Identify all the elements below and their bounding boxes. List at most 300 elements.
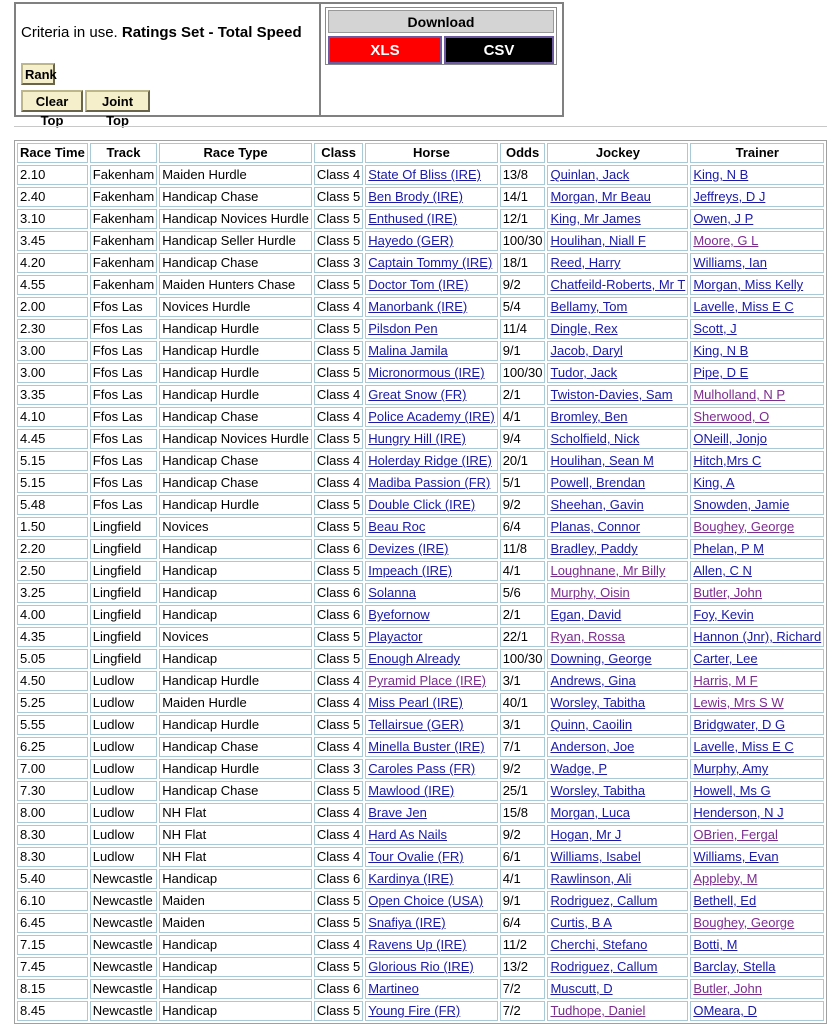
trainer-link[interactable]: ONeill, Jonjo xyxy=(693,431,768,446)
jockey-link[interactable]: Tudor, Jack xyxy=(550,365,618,380)
trainer-link[interactable]: King, N B xyxy=(693,343,749,358)
jockey-link[interactable]: Downing, George xyxy=(550,651,652,666)
race-type-cell: NH Flat xyxy=(159,847,312,867)
trainer-link[interactable]: Williams, Ian xyxy=(693,255,768,270)
horse-link[interactable]: Doctor Tom (IRE) xyxy=(368,277,469,292)
jockey-cell xyxy=(547,473,688,493)
trainer-link[interactable]: Butler, John xyxy=(693,981,762,996)
odds-cell: 100/30 xyxy=(500,649,546,669)
trainer-cell xyxy=(690,847,824,867)
track-cell: Newcastle xyxy=(90,979,157,999)
track-cell: Newcastle xyxy=(90,891,157,911)
jockey-link[interactable]: Williams, Isabel xyxy=(550,849,641,864)
race-time-cell: 3.00 xyxy=(17,363,88,383)
horse-link[interactable]: Tellairsue (GER) xyxy=(368,717,464,732)
track-cell: Ffos Las xyxy=(90,385,157,405)
jockey-link[interactable]: Muscutt, D xyxy=(550,981,613,996)
table-row xyxy=(17,605,824,625)
jockey-link[interactable]: Cherchi, Stefano xyxy=(550,937,648,952)
class-cell: Class 4 xyxy=(314,451,363,471)
trainer-link[interactable]: OMeara, D xyxy=(693,1003,757,1018)
trainer-link[interactable]: Williams, Evan xyxy=(693,849,779,864)
horse-cell xyxy=(365,781,497,801)
horse-link[interactable]: Police Academy (IRE) xyxy=(368,409,495,424)
jockey-cell xyxy=(547,649,688,669)
trainer-link[interactable]: Murphy, Amy xyxy=(693,761,769,776)
race-time-cell: 2.50 xyxy=(17,561,88,581)
jockey-link[interactable]: Curtis, B A xyxy=(550,915,612,930)
jockey-link[interactable]: Scholfield, Nick xyxy=(550,431,640,446)
race-type-cell: Handicap Chase xyxy=(159,407,312,427)
trainer-link[interactable]: Bethell, Ed xyxy=(693,893,757,908)
trainer-link[interactable]: Lavelle, Miss E C xyxy=(693,299,794,314)
jockey-link[interactable]: Morgan, Luca xyxy=(550,805,630,820)
table-row xyxy=(17,473,824,493)
xls-download-button[interactable]: XLS xyxy=(328,36,442,64)
horse-cell xyxy=(365,891,497,911)
jockey-link[interactable]: Reed, Harry xyxy=(550,255,621,270)
track-cell: Ffos Las xyxy=(90,407,157,427)
table-row xyxy=(17,583,824,603)
horse-cell xyxy=(365,495,497,515)
table-row xyxy=(17,957,824,977)
trainer-cell xyxy=(690,935,824,955)
track-cell: Fakenham xyxy=(90,165,157,185)
table-row xyxy=(17,847,824,867)
horse-link[interactable]: Solanna xyxy=(368,585,416,600)
trainer-link[interactable]: Snowden, Jamie xyxy=(693,497,790,512)
race-type-cell: Maiden Hurdle xyxy=(159,693,312,713)
track-cell: Lingfield xyxy=(90,539,157,559)
jockey-cell xyxy=(547,407,688,427)
jockey-link[interactable]: Murphy, Oisin xyxy=(550,585,630,600)
trainer-cell xyxy=(690,495,824,515)
horse-link[interactable]: Holerday Ridge (IRE) xyxy=(368,453,492,468)
horse-link[interactable]: Micronormous (IRE) xyxy=(368,365,485,380)
track-cell: Ludlow xyxy=(90,825,157,845)
trainer-link[interactable]: Sherwood, O xyxy=(693,409,770,424)
trainer-cell xyxy=(690,979,824,999)
odds-cell: 5/6 xyxy=(500,583,546,603)
race-time-cell: 3.00 xyxy=(17,341,88,361)
table-row xyxy=(17,297,824,317)
horse-link[interactable]: Playactor xyxy=(368,629,423,644)
trainer-link[interactable]: Phelan, P M xyxy=(693,541,764,556)
horse-link[interactable]: Kardinya (IRE) xyxy=(368,871,454,886)
horse-link[interactable]: Minella Buster (IRE) xyxy=(368,739,485,754)
odds-cell: 9/1 xyxy=(500,891,546,911)
class-cell: Class 4 xyxy=(314,693,363,713)
horse-link[interactable]: Hungry Hill (IRE) xyxy=(368,431,466,446)
race-type-cell: Maiden Hurdle xyxy=(159,165,312,185)
table-row xyxy=(17,979,824,999)
horse-link[interactable]: Glorious Rio (IRE) xyxy=(368,959,474,974)
race-type-cell: Handicap Hurdle xyxy=(159,385,312,405)
horse-cell xyxy=(365,231,497,251)
horse-link[interactable]: Brave Jen xyxy=(368,805,427,820)
trainer-cell xyxy=(690,539,824,559)
horse-link[interactable]: Pyramid Place (IRE) xyxy=(368,673,487,688)
odds-cell: 12/1 xyxy=(500,209,546,229)
table-row xyxy=(17,429,824,449)
track-cell: Lingfield xyxy=(90,561,157,581)
trainer-cell xyxy=(690,649,824,669)
horse-link[interactable]: State Of Bliss (IRE) xyxy=(368,167,481,182)
trainer-link[interactable]: Boughey, George xyxy=(693,915,795,930)
trainer-cell xyxy=(690,957,824,977)
race-time-cell: 8.30 xyxy=(17,825,88,845)
odds-cell: 4/1 xyxy=(500,561,546,581)
jockey-link[interactable]: Chatfeild-Roberts, Mr T xyxy=(550,277,686,292)
jockey-cell xyxy=(547,165,688,185)
class-cell: Class 5 xyxy=(314,209,363,229)
horse-link[interactable]: Double Click (IRE) xyxy=(368,497,476,512)
race-time-cell: 4.20 xyxy=(17,253,88,273)
race-table xyxy=(14,140,827,1024)
jockey-cell xyxy=(547,935,688,955)
trainer-link[interactable]: Hannon (Jnr), Richard xyxy=(693,629,822,644)
horse-link[interactable]: Mawlood (IRE) xyxy=(368,783,455,798)
odds-cell: 11/2 xyxy=(500,935,546,955)
race-type-cell: NH Flat xyxy=(159,825,312,845)
table-row xyxy=(17,451,824,471)
jockey-link[interactable]: Bradley, Paddy xyxy=(550,541,638,556)
race-time-cell: 5.25 xyxy=(17,693,88,713)
class-cell: Class 4 xyxy=(314,385,363,405)
horse-link[interactable]: Ravens Up (IRE) xyxy=(368,937,467,952)
csv-download-button[interactable]: CSV xyxy=(444,36,554,64)
race-type-cell: Handicap Chase xyxy=(159,451,312,471)
race-type-cell: Handicap Hurdle xyxy=(159,363,312,383)
jockey-link[interactable]: Dingle, Rex xyxy=(550,321,618,336)
horse-link[interactable]: Caroles Pass (FR) xyxy=(368,761,476,776)
class-cell: Class 5 xyxy=(314,495,363,515)
jockey-link[interactable]: Sheehan, Gavin xyxy=(550,497,644,512)
race-type-cell: Handicap xyxy=(159,979,312,999)
table-row xyxy=(17,165,824,185)
horse-link[interactable]: Impeach (IRE) xyxy=(368,563,453,578)
class-cell: Class 4 xyxy=(314,297,363,317)
class-cell: Class 4 xyxy=(314,165,363,185)
class-cell: Class 4 xyxy=(314,935,363,955)
odds-cell: 100/30 xyxy=(500,231,546,251)
jockey-link[interactable]: Bellamy, Tom xyxy=(550,299,628,314)
jockey-link[interactable]: Worsley, Tabitha xyxy=(550,695,646,710)
class-cell: Class 5 xyxy=(314,319,363,339)
table-row xyxy=(17,495,824,515)
class-cell: Class 5 xyxy=(314,275,363,295)
horse-link[interactable]: Beau Roc xyxy=(368,519,426,534)
trainer-link[interactable]: Lewis, Mrs S W xyxy=(693,695,784,710)
trainer-cell xyxy=(690,583,824,603)
race-type-cell: Maiden xyxy=(159,913,312,933)
horse-cell xyxy=(365,187,497,207)
race-type-cell: Novices xyxy=(159,517,312,537)
trainer-cell xyxy=(690,275,824,295)
trainer-header: Trainer xyxy=(690,143,824,163)
ratings-set-name: Ratings Set - Total Speed xyxy=(121,24,302,41)
odds-header: Odds xyxy=(500,143,546,163)
horse-cell xyxy=(365,561,497,581)
jockey-link[interactable]: Twiston-Davies, Sam xyxy=(550,387,673,402)
race-type-cell: Handicap Hurdle xyxy=(159,319,312,339)
horse-link[interactable]: Captain Tommy (IRE) xyxy=(368,255,493,270)
horse-cell xyxy=(365,869,497,889)
track-cell: Fakenham xyxy=(90,253,157,273)
odds-cell: 4/1 xyxy=(500,407,546,427)
table-row xyxy=(17,891,824,911)
horse-link[interactable]: Snafiya (IRE) xyxy=(368,915,446,930)
jockey-link[interactable]: Bromley, Ben xyxy=(550,409,628,424)
horse-link[interactable]: Martineo xyxy=(368,981,419,996)
trainer-link[interactable]: Allen, C N xyxy=(693,563,752,578)
trainer-link[interactable]: Harris, M F xyxy=(693,673,758,688)
race-time-cell: 4.00 xyxy=(17,605,88,625)
class-cell: Class 3 xyxy=(314,759,363,779)
horse-link[interactable]: Madiba Passion (FR) xyxy=(368,475,491,490)
track-cell: Fakenham xyxy=(90,187,157,207)
horse-link[interactable]: Miss Pearl (IRE) xyxy=(368,695,463,710)
jockey-cell xyxy=(547,693,688,713)
race-table-body xyxy=(17,165,824,1021)
jockey-link[interactable]: Wadge, P xyxy=(550,761,608,776)
jockey-cell xyxy=(547,715,688,735)
track-cell: Ludlow xyxy=(90,715,157,735)
jockey-link[interactable]: Tudhope, Daniel xyxy=(550,1003,646,1018)
trainer-cell xyxy=(690,561,824,581)
horse-link[interactable]: Devizes (IRE) xyxy=(368,541,449,556)
horse-cell xyxy=(365,429,497,449)
horse-link[interactable]: Hard As Nails xyxy=(368,827,448,842)
race-type-cell: Handicap Hurdle xyxy=(159,341,312,361)
horse-cell xyxy=(365,913,497,933)
horse-header: Horse xyxy=(365,143,497,163)
horse-link[interactable]: Hayedo (GER) xyxy=(368,233,454,248)
trainer-link[interactable]: Mulholland, N P xyxy=(693,387,786,402)
race-time-cell: 4.55 xyxy=(17,275,88,295)
clear-top-button[interactable]: Clear Top xyxy=(21,90,83,112)
criteria-text xyxy=(21,24,302,41)
horse-cell xyxy=(365,517,497,537)
jockey-cell xyxy=(547,253,688,273)
trainer-cell xyxy=(690,319,824,339)
jockey-link[interactable]: Jacob, Daryl xyxy=(550,343,623,358)
jockey-link[interactable]: Quinn, Caoilin xyxy=(550,717,633,732)
track-cell: Fakenham xyxy=(90,231,157,251)
jockey-link[interactable]: Ryan, Rossa xyxy=(550,629,625,644)
jockey-link[interactable]: Rodriguez, Callum xyxy=(550,893,658,908)
jockey-link[interactable]: Rawlinson, Ali xyxy=(550,871,632,886)
odds-cell: 20/1 xyxy=(500,451,546,471)
jockey-link[interactable]: Hogan, Mr J xyxy=(550,827,622,842)
trainer-link[interactable]: Carter, Lee xyxy=(693,651,758,666)
horse-cell xyxy=(365,165,497,185)
horse-link[interactable]: Malina Jamila xyxy=(368,343,448,358)
odds-cell: 2/1 xyxy=(500,385,546,405)
jockey-link[interactable]: Houlihan, Sean M xyxy=(550,453,654,468)
odds-cell: 2/1 xyxy=(500,605,546,625)
criteria-cell xyxy=(16,4,321,128)
trainer-link[interactable]: Appleby, M xyxy=(693,871,758,886)
table-row xyxy=(17,319,824,339)
race-type-cell: Novices Hurdle xyxy=(159,297,312,317)
class-cell: Class 4 xyxy=(314,671,363,691)
trainer-link[interactable]: Henderson, N J xyxy=(693,805,784,820)
odds-cell: 7/2 xyxy=(500,979,546,999)
horse-cell xyxy=(365,605,497,625)
horse-link[interactable]: Pilsdon Pen xyxy=(368,321,438,336)
jockey-link[interactable]: Morgan, Mr Beau xyxy=(550,189,651,204)
jockey-cell xyxy=(547,583,688,603)
trainer-link[interactable]: Lavelle, Miss E C xyxy=(693,739,794,754)
trainer-cell xyxy=(690,517,824,537)
track-cell: Lingfield xyxy=(90,605,157,625)
race-time-cell: 2.40 xyxy=(17,187,88,207)
class-cell: Class 5 xyxy=(314,341,363,361)
trainer-link[interactable]: Pipe, D E xyxy=(693,365,749,380)
trainer-cell xyxy=(690,473,824,493)
class-cell: Class 4 xyxy=(314,737,363,757)
horse-cell xyxy=(365,759,497,779)
table-row xyxy=(17,649,824,669)
trainer-link[interactable]: King, A xyxy=(693,475,735,490)
table-row xyxy=(17,935,824,955)
table-row xyxy=(17,671,824,691)
race-type-cell: Handicap Hurdle xyxy=(159,759,312,779)
race-type-cell: Handicap Chase xyxy=(159,473,312,493)
horse-cell xyxy=(365,935,497,955)
horse-link[interactable]: Enough Already xyxy=(368,651,461,666)
trainer-link[interactable]: Boughey, George xyxy=(693,519,795,534)
race-type-cell: Handicap xyxy=(159,957,312,977)
jockey-link[interactable]: Andrews, Gina xyxy=(550,673,636,688)
table-row xyxy=(17,803,824,823)
joint-top-button[interactable]: Joint Top xyxy=(85,90,150,112)
race-type-cell: Maiden Hunters Chase xyxy=(159,275,312,295)
odds-cell: 5/4 xyxy=(500,297,546,317)
table-row xyxy=(17,759,824,779)
rank-button[interactable]: Rank xyxy=(21,63,55,85)
horse-link[interactable]: Young Fire (FR) xyxy=(368,1003,461,1018)
track-cell: Ffos Las xyxy=(90,473,157,493)
trainer-cell xyxy=(690,297,824,317)
odds-cell: 13/8 xyxy=(500,165,546,185)
trainer-link[interactable]: Howell, Ms G xyxy=(693,783,771,798)
table-row xyxy=(17,539,824,559)
trainer-link[interactable]: Jeffreys, D J xyxy=(693,189,766,204)
horse-link[interactable]: Ben Brody (IRE) xyxy=(368,189,463,204)
class-cell: Class 5 xyxy=(314,957,363,977)
criteria-prefix: Criteria in use. xyxy=(21,24,122,41)
horse-link[interactable]: Open Choice (USA) xyxy=(368,893,484,908)
odds-cell: 15/8 xyxy=(500,803,546,823)
trainer-link[interactable]: Barclay, Stella xyxy=(693,959,776,974)
jockey-cell xyxy=(547,803,688,823)
trainer-link[interactable]: Foy, Kevin xyxy=(693,607,754,622)
jockey-link[interactable]: Quinlan, Jack xyxy=(550,167,630,182)
race-type-cell: Handicap xyxy=(159,605,312,625)
horse-link[interactable]: Manorbank (IRE) xyxy=(368,299,468,314)
race-time-cell: 5.05 xyxy=(17,649,88,669)
class-cell: Class 5 xyxy=(314,187,363,207)
jockey-link[interactable]: Anderson, Joe xyxy=(550,739,635,754)
trainer-link[interactable]: OBrien, Fergal xyxy=(693,827,778,842)
odds-cell: 14/1 xyxy=(500,187,546,207)
race-time-cell: 8.15 xyxy=(17,979,88,999)
horse-cell xyxy=(365,847,497,867)
jockey-cell xyxy=(547,539,688,559)
table-row xyxy=(17,781,824,801)
class-cell: Class 6 xyxy=(314,979,363,999)
race-type-cell: Handicap Chase xyxy=(159,253,312,273)
jockey-cell xyxy=(547,451,688,471)
jockey-link[interactable]: Worsley, Tabitha xyxy=(550,783,646,798)
class-cell: Class 5 xyxy=(314,1001,363,1021)
table-row xyxy=(17,407,824,427)
race-time-cell: 5.15 xyxy=(17,473,88,493)
race-type-cell: Handicap xyxy=(159,649,312,669)
trainer-link[interactable]: Bridgwater, D G xyxy=(693,717,786,732)
trainer-link[interactable]: Morgan, Miss Kelly xyxy=(693,277,804,292)
horse-cell xyxy=(365,649,497,669)
track-header: Track xyxy=(90,143,157,163)
trainer-link[interactable]: Butler, John xyxy=(693,585,762,600)
class-cell: Class 6 xyxy=(314,869,363,889)
jockey-header: Jockey xyxy=(547,143,688,163)
jockey-link[interactable]: Loughnane, Mr Billy xyxy=(550,563,666,578)
race-time-cell: 3.25 xyxy=(17,583,88,603)
trainer-link[interactable]: Owen, J P xyxy=(693,211,754,226)
race-type-cell: Handicap Chase xyxy=(159,737,312,757)
jockey-link[interactable]: Rodriguez, Callum xyxy=(550,959,658,974)
jockey-cell xyxy=(547,385,688,405)
race-type-cell: Handicap xyxy=(159,561,312,581)
jockey-link[interactable]: Egan, David xyxy=(550,607,622,622)
class-cell: Class 4 xyxy=(314,825,363,845)
trainer-cell xyxy=(690,627,824,647)
jockey-link[interactable]: Powell, Brendan xyxy=(550,475,646,490)
horse-link[interactable]: Tour Ovalie (FR) xyxy=(368,849,464,864)
jockey-link[interactable]: King, Mr James xyxy=(550,211,641,226)
track-cell: Ffos Las xyxy=(90,429,157,449)
trainer-link[interactable]: Hitch,Mrs C xyxy=(693,453,762,468)
trainer-link[interactable]: Botti, M xyxy=(693,937,738,952)
trainer-link[interactable]: Scott, J xyxy=(693,321,737,336)
odds-cell: 9/1 xyxy=(500,341,546,361)
horse-link[interactable]: Great Snow (FR) xyxy=(368,387,467,402)
jockey-cell xyxy=(547,231,688,251)
race-time-cell: 8.45 xyxy=(17,1001,88,1021)
table-row xyxy=(17,253,824,273)
trainer-cell xyxy=(690,341,824,361)
jockey-cell xyxy=(547,187,688,207)
jockey-link[interactable]: Houlihan, Niall F xyxy=(550,233,646,248)
odds-cell: 18/1 xyxy=(500,253,546,273)
jockey-link[interactable]: Planas, Connor xyxy=(550,519,641,534)
race-time-cell: 2.00 xyxy=(17,297,88,317)
race-time-cell: 5.15 xyxy=(17,451,88,471)
jockey-cell xyxy=(547,825,688,845)
trainer-cell xyxy=(690,869,824,889)
horse-link[interactable]: Enthused (IRE) xyxy=(368,211,458,226)
trainer-link[interactable]: King, N B xyxy=(693,167,749,182)
track-cell: Ffos Las xyxy=(90,363,157,383)
trainer-link[interactable]: Moore, G L xyxy=(693,233,759,248)
trainer-cell xyxy=(690,891,824,911)
horse-link[interactable]: Byefornow xyxy=(368,607,430,622)
horse-cell xyxy=(365,715,497,735)
race-time-cell: 7.30 xyxy=(17,781,88,801)
